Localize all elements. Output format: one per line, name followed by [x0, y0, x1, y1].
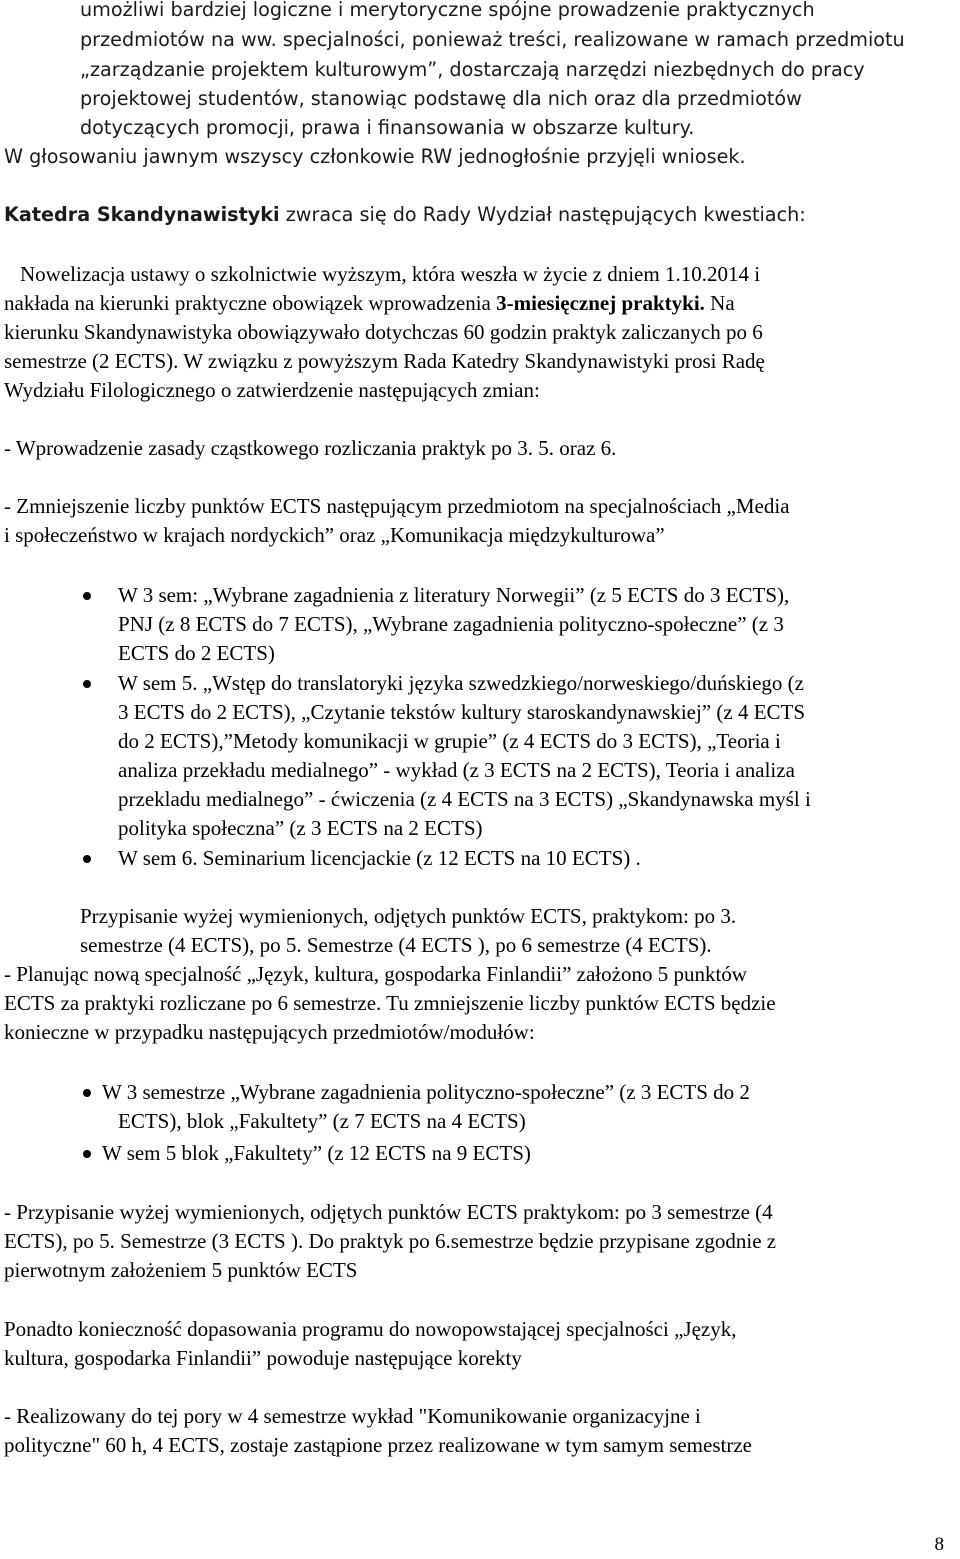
wprowadzenie-line: - Wprowadzenie zasady cząstkowego rozliczania praktyk po 3. 5. oraz 6.: [4, 436, 617, 460]
list-item-line: ECTS do 2 ECTS): [118, 641, 275, 665]
bullet-icon: [83, 680, 91, 688]
nowelizacja-text: Na: [704, 291, 735, 315]
list-item-line: 3 ECTS do 2 ECTS), „Czytanie tekstów kultury staroskandynawskiej” (z 4 ECTS: [118, 700, 806, 724]
list-item-line: W 3 sem: „Wybrane zagadnienia z literatury Norwegii” (z 5 ECTS do 3 ECTS),: [118, 583, 790, 607]
list-item-line: analiza przekładu medialnego” - wykład (z 3 ECTS na 2 ECTS), Teoria i analiza: [118, 758, 795, 782]
ponadto-line: Ponadto konieczność dopasowania programu do nowopowstającej specjalności „Język,: [4, 1317, 737, 1341]
list-item-line: W 3 semestrze „Wybrane zagadnienia polityczno-społeczne” (z 3 ECTS do 2: [102, 1080, 750, 1104]
intro-line: przedmiotów na ww. specjalności, ponieważ treści, realizowane w ramach przedmiotu: [80, 28, 905, 51]
page-number: 8: [934, 1534, 944, 1555]
przypisanie-line: pierwotnym założeniem 5 punktów ECTS: [4, 1258, 358, 1282]
katedra-rest: zwraca się do Rady Wydział następujących kwestiach:: [279, 203, 806, 226]
bullet-icon: [83, 1089, 91, 1097]
list-item-line: W sem 6. Seminarium licencjackie (z 12 ECTS na 10 ECTS) .: [118, 846, 641, 870]
przypisanie-line: Przypisanie wyżej wymienionych, odjętych punktów ECTS, praktykom: po 3.: [80, 904, 737, 928]
intro-line: dotyczących promocji, prawa i finansowania w obszarze kultury.: [80, 116, 695, 139]
przypisanie-line: - Przypisanie wyżej wymienionych, odjętych punktów ECTS praktykom: po 3 semestrze (4: [4, 1200, 773, 1224]
list-item-line: przekladu medialnego” - ćwiczenia (z 4 ECTS na 3 ECTS) „Skandynawska myśl i: [118, 787, 811, 811]
zmniejszenie-line: - Zmniejszenie liczby punktów ECTS następującym przedmiotom na specjalnościach „Media: [4, 494, 790, 518]
intro-line: „zarządzanie projektem kulturowym”, dostarczają narzędzi niezbędnych do pracy: [80, 58, 865, 81]
planujac-line: - Planując nową specjalność „Język, kultura, gospodarka Finlandii” założono 5 punktów: [4, 962, 747, 986]
vote-line: W głosowaniu jawnym wszyscy członkowie RW jednogłośnie przyjęli wniosek.: [4, 145, 746, 168]
nowelizacja-line: semestrze (2 ECTS). W związku z powyższym Rada Katedry Skandynawistyki prosi Radę: [4, 349, 765, 373]
bullet-icon: [83, 1150, 91, 1158]
katedra-line: [4, 205, 806, 224]
list-item-line: polityka społeczna” (z 3 ECTS na 2 ECTS): [118, 816, 483, 840]
bullet-icon: [83, 592, 91, 600]
intro-line: umożliwi bardziej logiczne i merytoryczne spójne prowadzenie praktycznych: [80, 0, 815, 21]
list-item-line: W sem 5. „Wstęp do translatoryki języka szwedzkiego/norweskiego/duńskiego (z: [118, 671, 804, 695]
nowelizacja-text: nakłada na kierunki praktyczne obowiązek wprowadzenia: [4, 291, 497, 315]
katedra-name: Katedra Skandynawistyki: [4, 203, 280, 226]
list-item-line: PNJ (z 8 ECTS do 7 ECTS), „Wybrane zagadnienia polityczno-społeczne” (z 3: [118, 612, 784, 636]
realizowany-line: - Realizowany do tej pory w 4 semestrze wykład "Komunikowanie organizacyjne i: [4, 1404, 701, 1428]
planujac-line: konieczne w przypadku następujących przedmiotów/modułów:: [4, 1020, 535, 1044]
nowelizacja-line: kierunku Skandynawistyka obowiązywało dotychczas 60 godzin praktyk zaliczanych po 6: [4, 320, 763, 344]
przypisanie-line: ECTS), po 5. Semestrze (3 ECTS ). Do praktyk po 6.semestrze będzie przypisane zgodnie z: [4, 1229, 777, 1253]
nowelizacja-line: [4, 293, 735, 314]
list-item-line: do 2 ECTS),”Metody komunikacji w grupie” (z 4 ECTS do 3 ECTS), „Teoria i: [118, 729, 781, 753]
list-item-line: ECTS), blok „Fakultety” (z 7 ECTS na 4 ECTS): [118, 1109, 526, 1133]
zmniejszenie-line: i społeczeństwo w krajach nordyckich” oraz „Komunikacja międzykulturowa”: [4, 523, 665, 547]
intro-line: projektowej studentów, stanowiąc podstawę dla nich oraz dla przedmiotów: [80, 87, 802, 110]
praktyka-emphasis: 3-miesięcznej praktyki.: [496, 291, 705, 315]
bullet-icon: [83, 855, 91, 863]
ponadto-line: kultura, gospodarka Finlandii” powoduje następujące korekty: [4, 1346, 522, 1370]
przypisanie-line: semestrze (4 ECTS), po 5. Semestrze (4 ECTS ), po 6 semestrze (4 ECTS).: [80, 933, 712, 957]
nowelizacja-line: Wydziału Filologicznego o zatwierdzenie następujących zmian:: [4, 378, 540, 402]
realizowany-line: polityczne" 60 h, 4 ECTS, zostaje zastąpione przez realizowane w tym samym semestrze: [4, 1433, 752, 1457]
nowelizacja-line: Nowelizacja ustawy o szkolnictwie wyższym, która weszła w życie z dniem 1.10.2014 i: [20, 262, 761, 286]
list-item-line: W sem 5 blok „Fakultety” (z 12 ECTS na 9 ECTS): [102, 1141, 531, 1165]
planujac-line: ECTS za praktyki rozliczane po 6 semestrze. Tu zmniejszenie liczby punktów ECTS będzie: [4, 991, 776, 1015]
